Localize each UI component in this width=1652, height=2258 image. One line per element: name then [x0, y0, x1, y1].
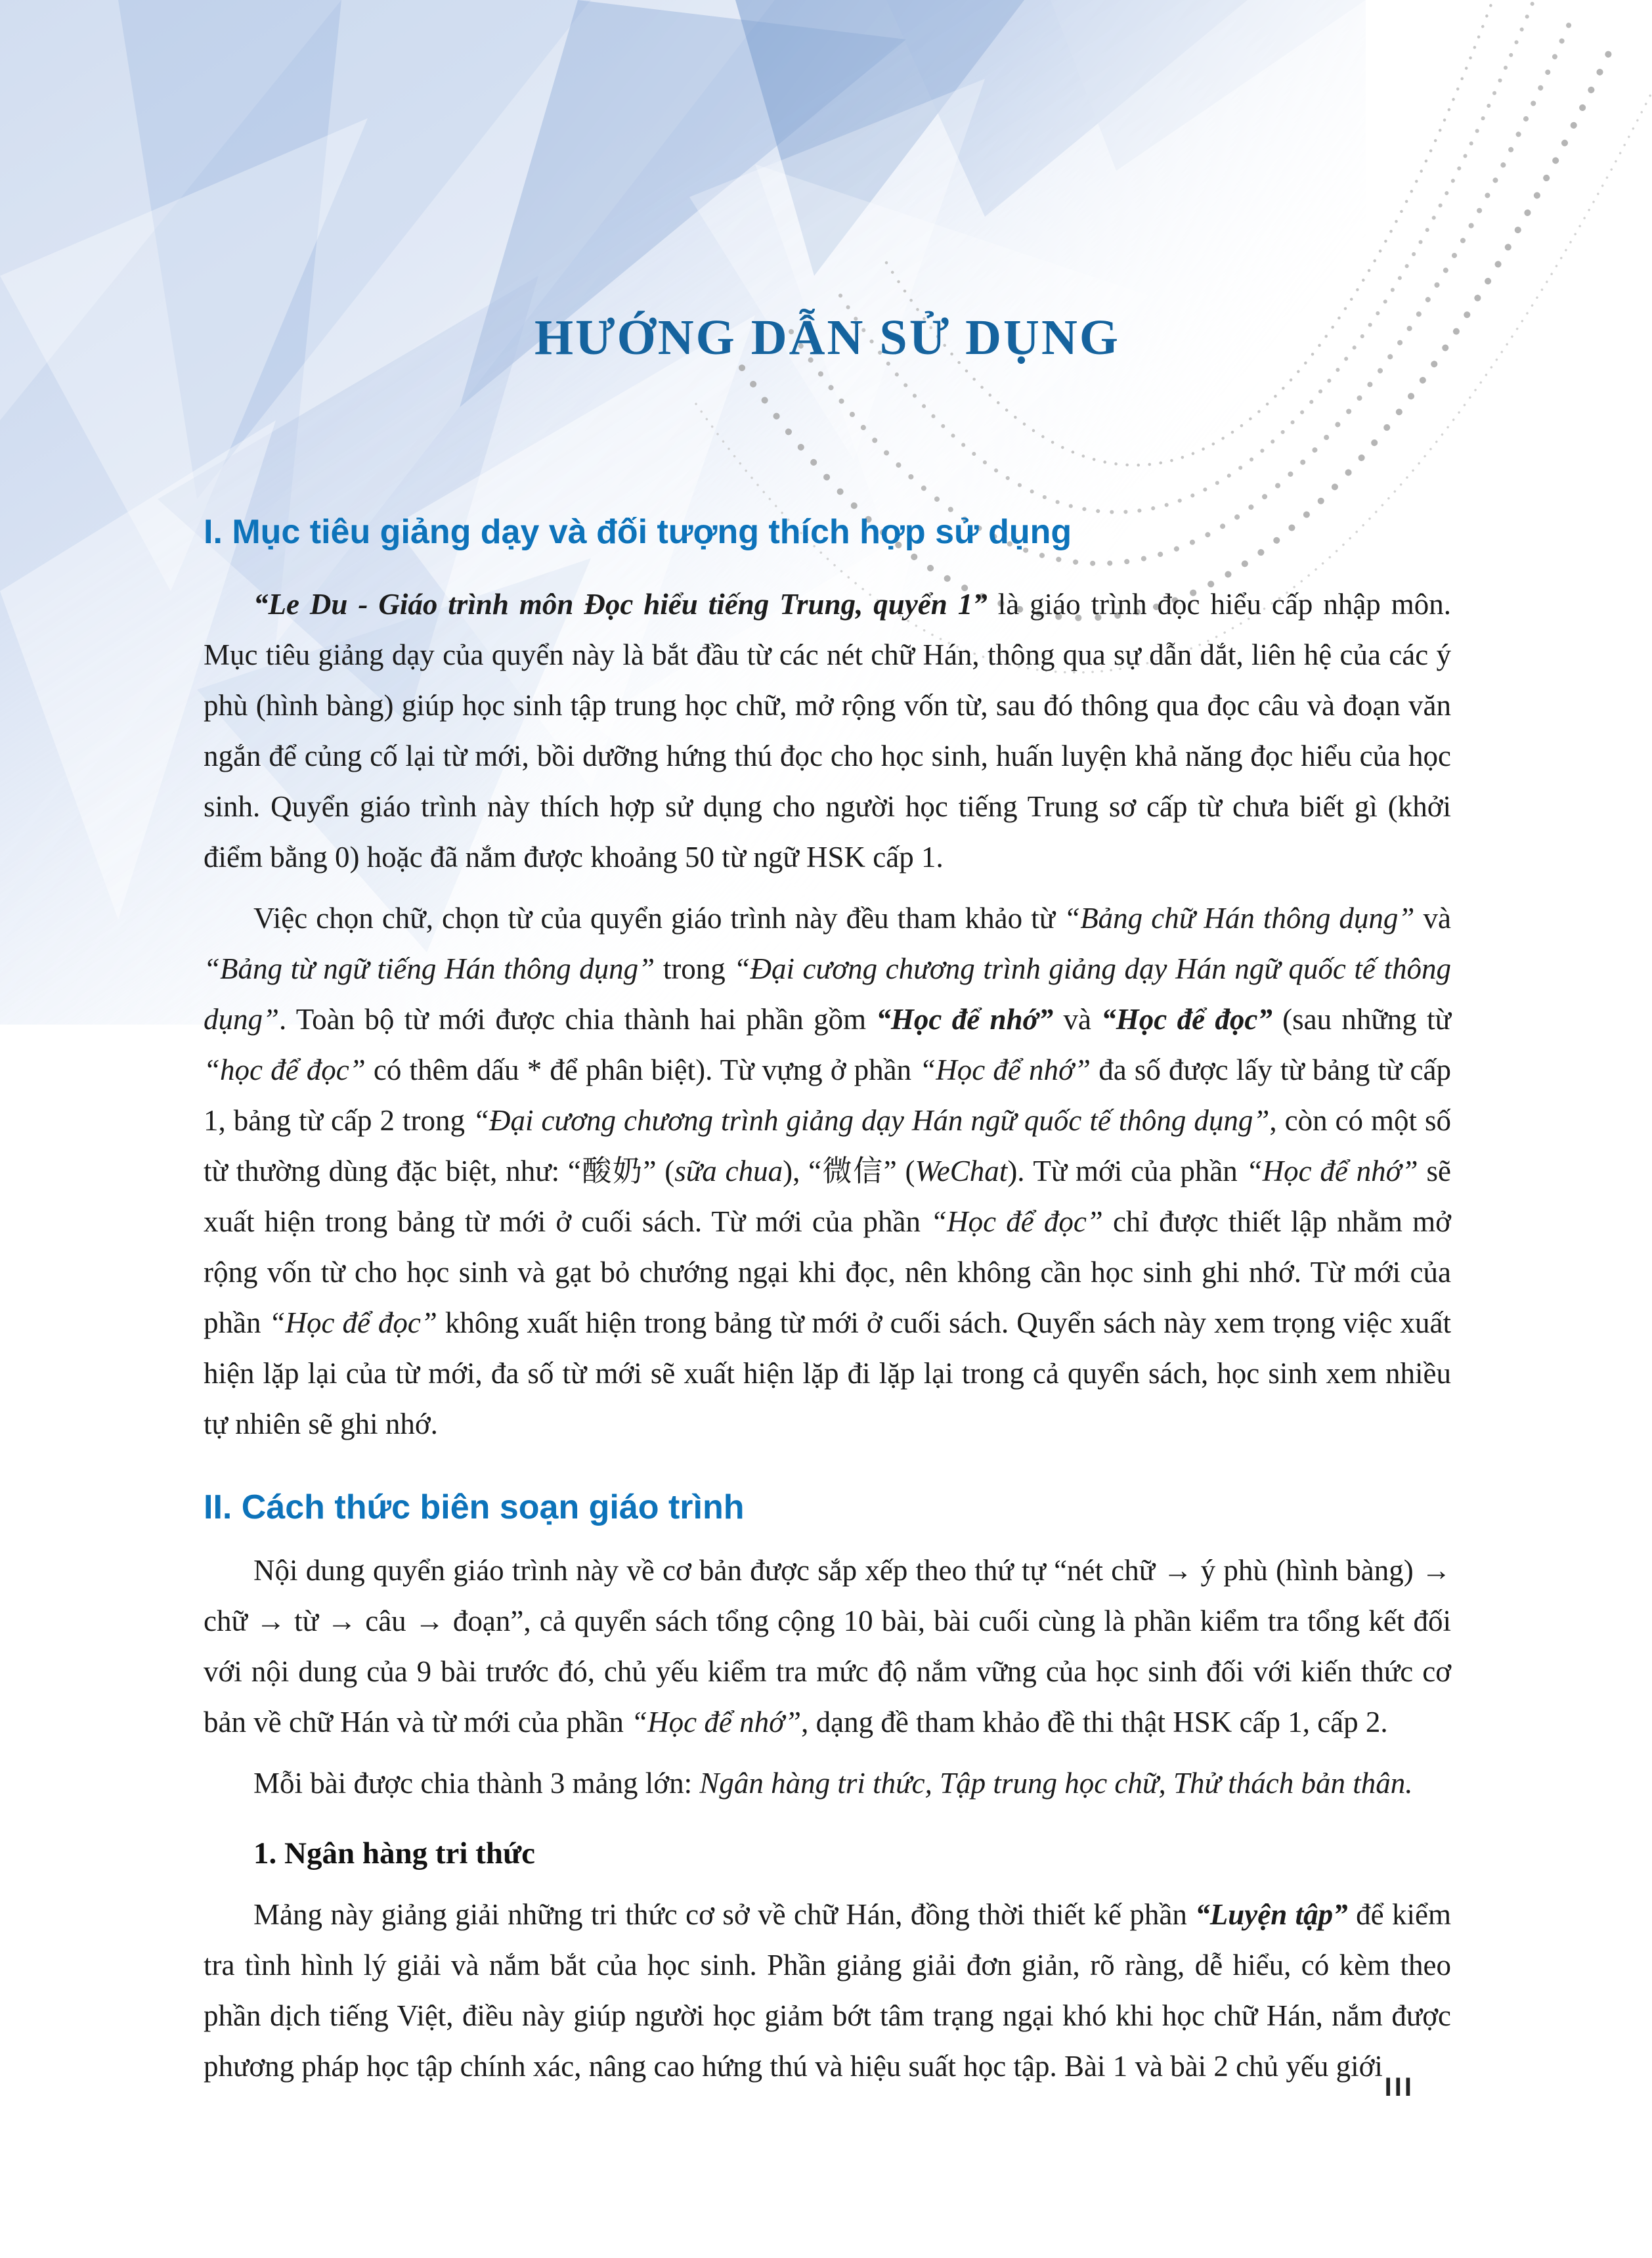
- text-segment: “Học để đọc”: [930, 1205, 1103, 1238]
- text-segment: ), “微信” (: [783, 1155, 915, 1187]
- text-segment: “Học để đọc”: [269, 1306, 437, 1339]
- section-heading-2: II. Cách thức biên soạn giáo trình: [204, 1488, 745, 1526]
- text-segment: và: [1414, 902, 1451, 935]
- text-segment: sẽ xuất hiện trong bảng từ mới ở cuối sách. Từ mới của phần: [204, 1155, 1451, 1238]
- text-segment: , còn có một số từ thường dùng đặc biệt, như: “酸奶” (: [204, 1104, 1451, 1187]
- text-segment: “học để đọc”: [204, 1053, 366, 1086]
- text-segment: là giáo trình đọc hiểu cấp nhập môn. Mục tiêu giảng dạy của quyển này là bắt đầu từ các nét chữ Hán, thông qua sự dẫn dắt, liên hệ của các ý phù (hình bàng) giúp học sinh tập trung học chữ, mở rộng vốn từ, sau đó thông qua đọc câu và đoạn văn ngắn để củng cố lại từ mới, bồi dưỡng hứng thú đọc cho học sinh, huấn luyện khả năng đọc hiểu của học sinh. Quyển giáo trình này thích hợp sử dụng cho người học tiếng Trung sơ cấp từ chưa biết gì (khởi điểm bằng 0) hoặc đã nắm được khoảng 50 từ ngữ HSK cấp 1.: [204, 588, 1451, 874]
- text-segment: “Đại cương chương trình giảng dạy Hán ngữ quốc tế thông dụng”: [472, 1104, 1270, 1137]
- text-segment: “Học để nhớ”: [631, 1706, 802, 1738]
- text-segment: “Học để đọc”: [1101, 1003, 1272, 1036]
- text-segment: Mỗi bài được chia thành 3 mảng lớn:: [253, 1767, 700, 1800]
- text-segment: không xuất hiện trong bảng từ mới ở cuối sách. Quyển sách này xem trọng việc xuất hiện lặp lại của từ mới, đa số từ mới sẽ xuất hiện lặp đi lặp lại trong cả quyển sách, học sinh xem nhiều tự nhiên sẽ ghi nhớ.: [204, 1306, 1451, 1440]
- text-segment: “Học để nhớ”: [1246, 1155, 1418, 1187]
- text-segment: “Luyện tập”: [1195, 1898, 1348, 1931]
- text-segment: “Le Du - Giáo trình môn Đọc hiểu tiếng Trung, quyển 1”: [253, 588, 988, 621]
- text-segment: Việc chọn chữ, chọn từ của quyển giáo trình này đều tham khảo từ: [253, 902, 1064, 935]
- text-segment: có thêm dấu * để phân biệt). Từ vựng ở phần: [365, 1053, 920, 1086]
- text-segment: WeChat: [915, 1155, 1008, 1187]
- paragraph-objectives-1: [204, 579, 1451, 883]
- page-content: [204, 0, 1451, 2092]
- text-segment: “Học để nhớ”: [919, 1053, 1091, 1086]
- text-segment: . Toàn bộ từ mới được chia thành hai phần gồm: [279, 1003, 877, 1036]
- section-heading-1: I. Mục tiêu giảng dạy và đối tượng thích hợp sử dụng: [204, 513, 1072, 551]
- text-segment: chỉ được thiết lập nhằm mở rộng vốn từ cho học sinh và gạt bỏ chướng ngại khi đọc, nên không cần học sinh ghi nhớ. Từ mới của phần: [204, 1205, 1451, 1339]
- page-number: III: [1384, 2073, 1414, 2102]
- paragraph-structure-2: [204, 1758, 1451, 1809]
- text-segment: đa số được lấy từ bảng từ cấp 1, bảng từ cấp 2 trong: [204, 1053, 1452, 1137]
- text-segment: Nội dung quyển giáo trình này về cơ bản được sắp xếp theo thứ tự “nét chữ → ý phù (hình bàng) → chữ → từ → câu → đoạn”, cả quyển sách tổng cộng 10 bài, bài cuối cùng là phần kiểm tra tổng kết đối với nội dung của 9 bài trước đó, chủ yếu kiểm tra mức độ nắm vững của học sinh đối với kiến thức cơ bản về chữ Hán và từ mới của phần: [204, 1554, 1451, 1738]
- text-segment: Ngân hàng tri thức, Tập trung học chữ, Thử thách bản thân.: [699, 1767, 1413, 1800]
- paragraph-objectives-2: [204, 893, 1451, 1450]
- text-segment: “Bảng chữ Hán thông dụng”: [1064, 902, 1415, 935]
- text-segment: , dạng đề tham khảo đề thi thật HSK cấp 1, cấp 2.: [801, 1706, 1388, 1738]
- text-segment: “Học để nhớ”: [876, 1003, 1054, 1036]
- text-segment: sữa chua: [674, 1155, 783, 1187]
- text-segment: và: [1053, 1003, 1102, 1036]
- text-segment: “Đại cương chương trình giảng dạy Hán ngữ quốc tế thông dụng”: [204, 952, 1452, 1036]
- page-title: HƯỚNG DẪN SỬ DỤNG: [534, 310, 1120, 365]
- text-segment: “Bảng từ ngữ tiếng Hán thông dụng”: [204, 952, 655, 985]
- paragraph-knowledge-bank: [204, 1890, 1451, 2092]
- text-segment: (sau những từ: [1272, 1003, 1452, 1036]
- text-segment: trong: [655, 952, 734, 985]
- text-segment: Mảng này giảng giải những tri thức cơ sở về chữ Hán, đồng thời thiết kế phần: [253, 1898, 1196, 1931]
- subsection-heading-1: 1. Ngân hàng tri thức: [253, 1836, 536, 1871]
- paragraph-structure-1: [204, 1545, 1451, 1748]
- text-segment: ). Từ mới của phần: [1007, 1155, 1246, 1187]
- text-segment: để kiểm tra tình hình lý giải và nắm bắt của học sinh. Phần giảng giải đơn giản, rõ ràng, dễ hiểu, có kèm theo phần dịch tiếng Việt, điều này giúp người học giảm bớt tâm trạng ngại khó khi học chữ Hán, nắm được phương pháp học tập chính xác, nâng cao hứng thú và hiệu suất học tập. Bài 1 và bài 2 chủ yếu giới: [204, 1898, 1451, 2083]
